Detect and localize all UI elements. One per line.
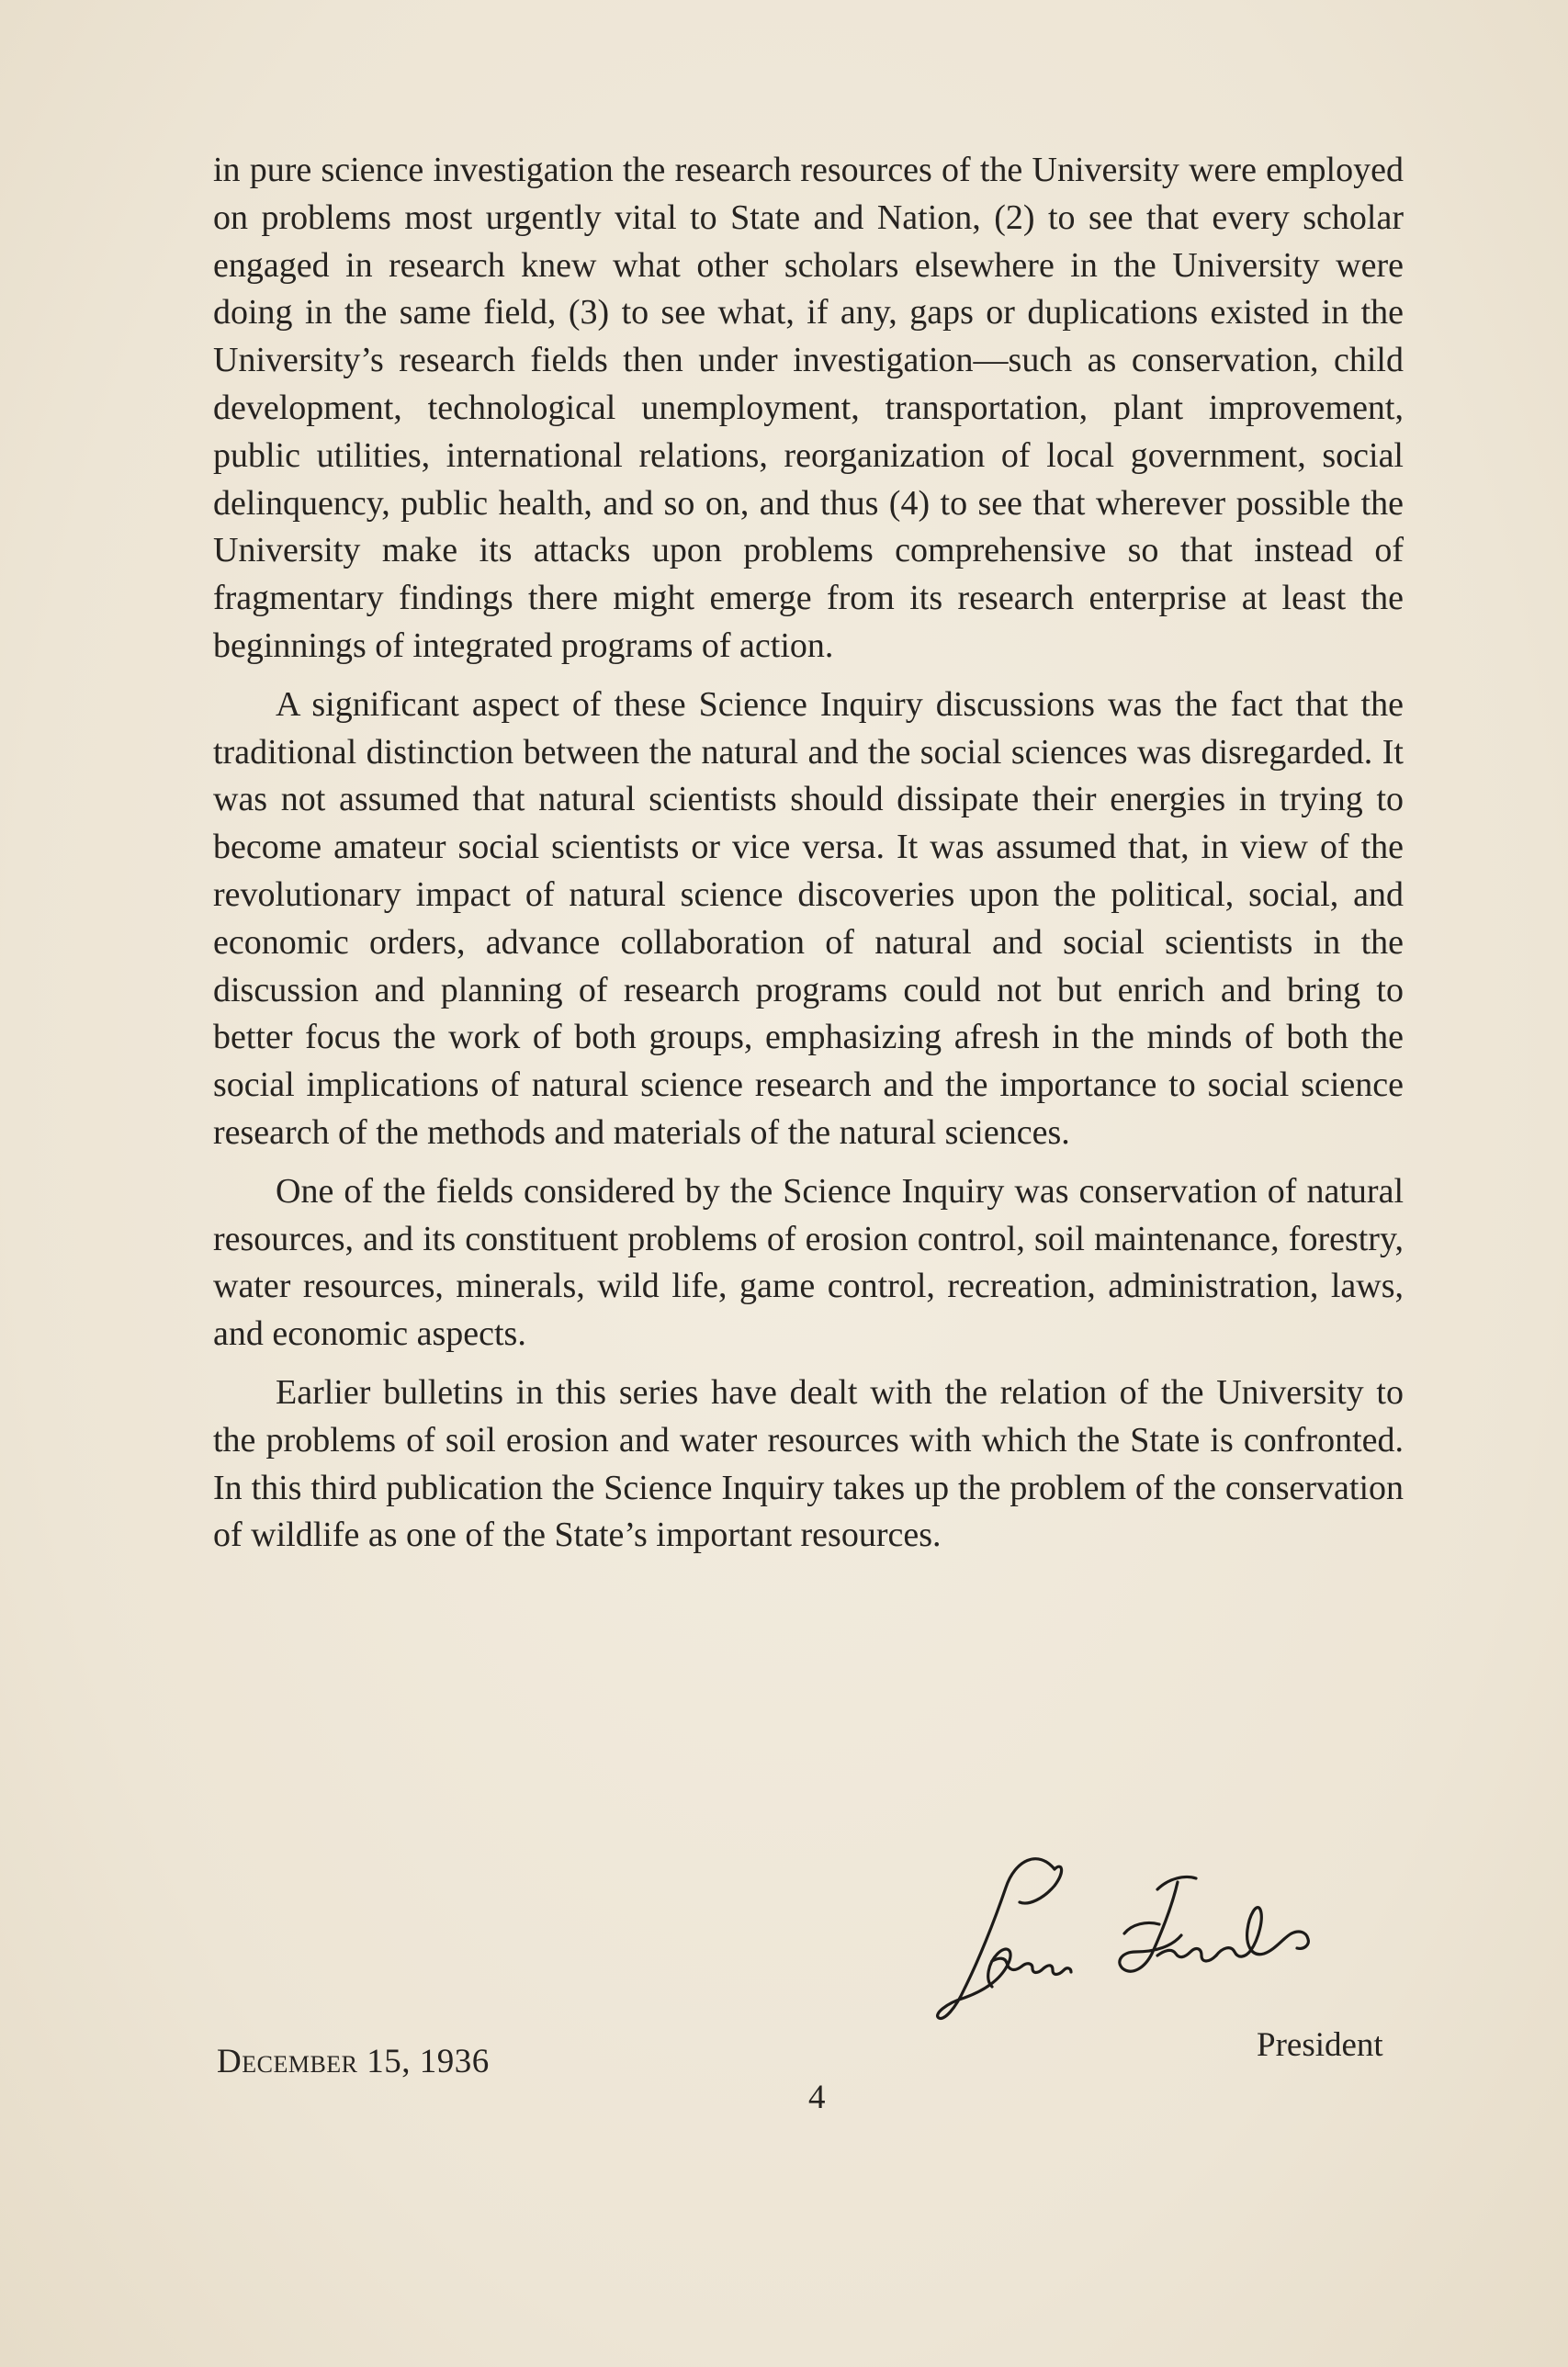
paragraph-1: in pure science investigation the research resources of the University were employed on problems most urgently vital to State and Nation, (2) to see that every scholar engaged in research knew what other scholars elsewhere in the University were doing in the same field, (3) to see what, if any, gaps or duplications existed in the University’s research fields then under investigation—such as conservation, child development, technological unemployment, transportation, plant improvement, public utilities, international relations, reorganization of local government, social delinquency, public health, and so on, and thus (4) to see that wherever possible the University make its attacks upon problems comprehensive so that instead of fragmentary findings there might emerge from its research enterprise at least the beginnings of integrated programs of action. xyxy=(213,151,1404,665)
paragraph-4: Earlier bulletins in this series have dealt with the relation of the University to the problems of soil erosion and water resources with which the State is confronted. In this third publication the Science Inquiry takes up the problem of the conservation of wildlife as one of the State’s important resources. xyxy=(213,1372,1404,1555)
handwritten-signature xyxy=(928,1842,1396,2034)
paragraph-3: One of the fields considered by the Science Inquiry was conservation of natural resources, and its constituent problems of erosion control, soil maintenance, forestry, water resources, minerals, wild life, game control, recreation, administration, laws, and economic aspects. xyxy=(213,1171,1404,1354)
document-date: December 15, 1936 xyxy=(217,2043,490,2080)
body-text xyxy=(213,147,1404,1560)
page-number: 4 xyxy=(808,2079,826,2116)
signature-title: President xyxy=(1257,2026,1383,2064)
paragraph-2: A significant aspect of these Science Inquiry discussions was the fact that the traditional distinction between the natural and the social sciences was disregarded. It was not assumed that natural scientists should dissipate their energies in trying to become amateur social scientists or vice versa. It was assumed that, in view of the revolutionary impact of natural science discoveries upon the political, social, and economic orders, advance collaboration of natural and social scientists in the discussion and planning of research programs could not but enrich and bring to better focus the work of both groups, emphasizing afresh in the minds of both the social implications of natural science research and the importance to social science research of the methods and materials of the natural sciences. xyxy=(213,684,1404,1152)
